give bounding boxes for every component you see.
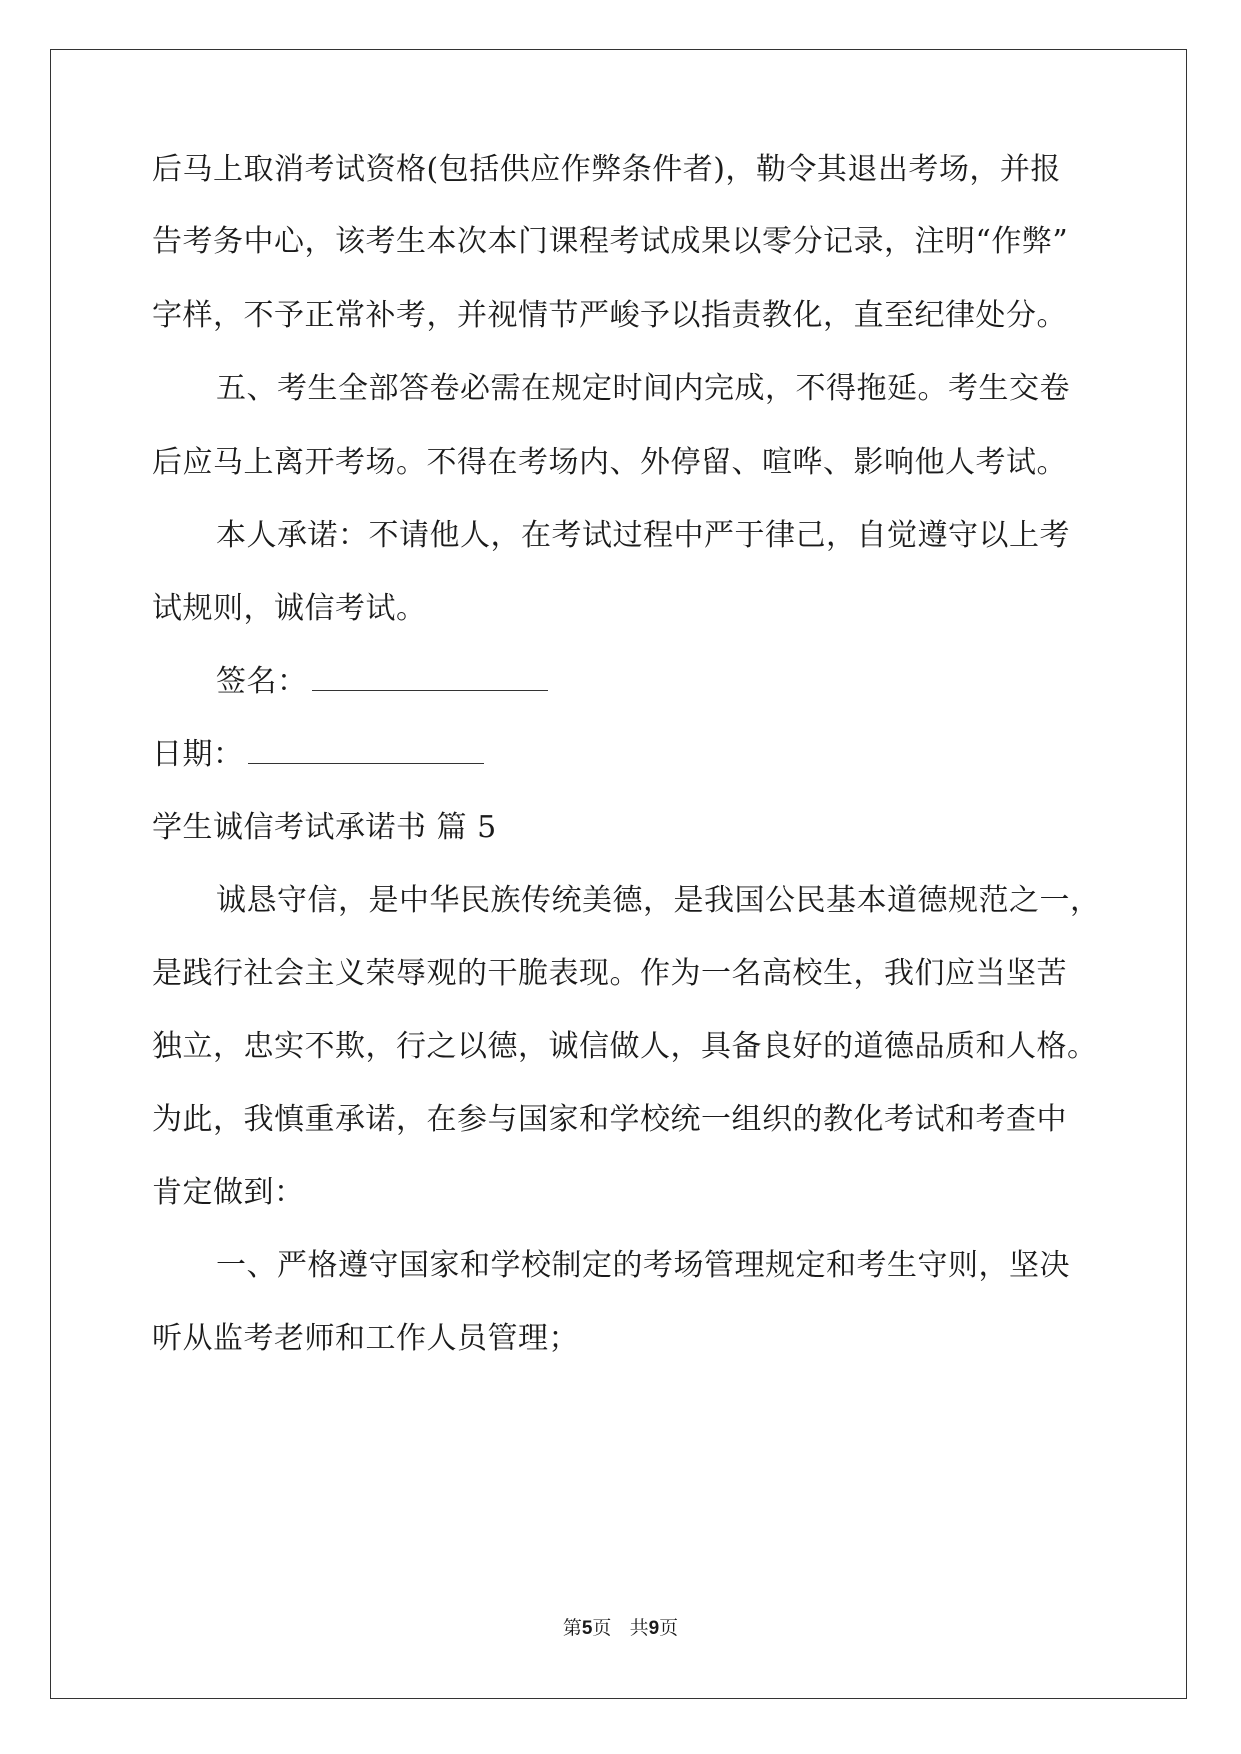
footer-total-suffix: 页 bbox=[659, 1617, 679, 1639]
footer-prefix: 第 bbox=[562, 1617, 582, 1639]
paragraph-line: 听从监考老师和工作人员管理； bbox=[152, 1321, 579, 1356]
paragraph-line: 是践行社会主义荣辱观的干脆表现。作为一名高校生，我们应当坚苦 bbox=[152, 956, 1067, 991]
date-label: 日期： bbox=[152, 737, 244, 772]
footer-total-pages: 9 bbox=[648, 1618, 660, 1639]
paragraph-line: 诚恳守信，是中华民族传统美德，是我国公民基本道德规范之一， bbox=[216, 883, 1101, 918]
paragraph-line: 本人承诺：不请他人，在考试过程中严于律己，自觉遵守以上考 bbox=[216, 518, 1070, 553]
section-title: 学生诚信考试承诺书 篇 5 bbox=[152, 810, 497, 845]
footer-current-page: 5 bbox=[581, 1618, 593, 1639]
paragraph-line: 后马上取消考试资格(包括供应作弊条件者)，勒令其退出考场，并报 bbox=[152, 152, 1061, 187]
paragraph-line: 试规则，诚信考试。 bbox=[152, 591, 427, 626]
paragraph-line: 独立，忠实不欺，行之以德，诚信做人，具备良好的道德品质和人格。 bbox=[152, 1029, 1098, 1064]
paragraph-line: 后应马上离开考场。不得在考场内、外停留、喧哗、影响他人考试。 bbox=[152, 445, 1067, 480]
date-blank bbox=[248, 737, 484, 764]
signature-line bbox=[216, 662, 548, 702]
paragraph-line: 为此，我慎重承诺，在参与国家和学校统一组织的教化考试和考查中 bbox=[152, 1102, 1067, 1137]
signature-blank bbox=[312, 664, 548, 691]
signature-label: 签名： bbox=[216, 664, 308, 699]
paragraph-line: 五、考生全部答卷必需在规定时间内完成，不得拖延。考生交卷 bbox=[216, 371, 1070, 406]
page-footer bbox=[0, 1616, 1241, 1641]
date-line bbox=[152, 735, 484, 775]
footer-total-prefix: 共 bbox=[629, 1617, 649, 1639]
paragraph-line: 字样，不予正常补考，并视情节严峻予以指责教化，直至纪律处分。 bbox=[152, 298, 1067, 333]
footer-page-word: 页 bbox=[592, 1617, 612, 1639]
paragraph-line: 告考务中心，该考生本次本门课程考试成果以零分记录，注明“作弊” bbox=[152, 224, 1069, 259]
paragraph-line: 一、严格遵守国家和学校制定的考场管理规定和考生守则，坚决 bbox=[216, 1248, 1070, 1283]
paragraph-line: 肯定做到： bbox=[152, 1175, 305, 1210]
